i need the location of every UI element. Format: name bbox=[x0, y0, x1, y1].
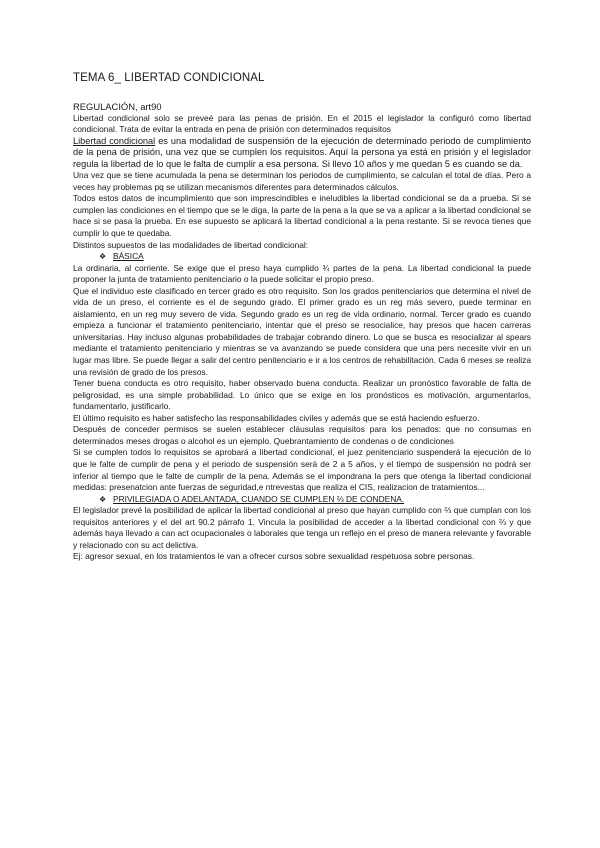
document-title: TEMA 6_ LIBERTAD CONDICIONAL bbox=[73, 72, 265, 84]
paragraph-conducta: Tener buena conducta es otro requisito, haber observado buena conducta. Realizar un pronóstico favorable de falta de peligrosidad, es una simple probabilidad. Lo único que se exige en los pronósticos es motivación, argumentarlos, fundamentarlo, justificarlo. bbox=[73, 378, 531, 412]
bullet-privilegiada bbox=[73, 494, 531, 506]
paragraph-privilegiada: El legislador prevé la posibilidad de aplicar la libertad condicional al preso que hayan cumplido con ⅔ que cumplan con los requisitos anteriores y el del art 90.2 párrafo 1. Vincula la posibilidad de acceder a la libertad condicional con ⅔ y que además haya llevado a can act ocupacionales o laborales que tenga un reflejo en el preso de manera relevante y favorable y relacionado con su act delictiva. bbox=[73, 505, 531, 550]
paragraph-permisos: Después de conceder permisos se suelen establecer cláusulas requisitos para los penados: que no consumas en determinados meses drogas o alcohol es un ejemplo. Quebrantamiento de condenas o de condiciones bbox=[73, 424, 531, 446]
paragraph-modalities: Distintos supuestos de las modalidades de libertad condicional: bbox=[73, 239, 309, 250]
paragraph-ordinaria: La ordinaria, al corriente. Se exige que el preso haya cumplido ¾ partes de la pena. La libertad condicional la puede proponer la junta de tratamiento penitenciario o la puede solicitar el propio preso. bbox=[73, 262, 531, 285]
paragraph-responsabilidades: El último requisito es haber satisfecho las responsabilidades civiles y además que se está haciendo esfuerzo. bbox=[73, 412, 480, 423]
paragraph-suspension: Si se cumplen todos lo requisitos se aprobará a libertad condicional, el juez penitenciario suspenderá la ejecución de lo que le falte de cumplir de pena y el periodo de suspensión será de 2 a 5 años, y el tiempo de suspensión no podrá ser inferior al tiempo que le falte de cumplir de la pena. Además se el impondrana la pers que otenga la libertad condicional medidas: presenatcion ante fuerzas de seguridad,e ntrevestas que realiza el CIS, realizacion de tratamientos... bbox=[73, 447, 531, 493]
bullet-basica-label: BÁSICA bbox=[113, 251, 144, 262]
bullet-privilegiada-label: PRIVILEGIADA O ADELANTADA, CUANDO SE CUMPLEN ⅔ DE CONDENA. bbox=[113, 493, 405, 504]
diamond-bullet-icon: ❖ bbox=[99, 494, 107, 504]
paragraph-ejemplo: Ej: agresor sexual, en los tratamientos le van a ofrecer cursos sobre sexualidad respetuosa sobre personas. bbox=[73, 551, 475, 562]
paragraph-probation: Todos estos datos de incumplimiento que son imprescindibles e ineludibles la libertad condicional se da a prueba. Si se cumplen las condiciones en el tiempo que se le diga, la parte de la pena a la que se va a aplicar a la libertad condicional se hace si se pasa la prueba. En ese supuesto se aplicará la libertad condicional a la pena restante. Si se revoca tienes que cumplir lo que te quedaba. bbox=[73, 193, 531, 239]
paragraph-intro: Libertad condicional solo se preveé para las penas de prisión. En el 2015 el legislador la configuró como libertad condicional. Trata de evitar la entrada en pena de prisión con determinados requisitos bbox=[73, 112, 531, 135]
paragraph-calculation: Una vez que se tiene acumulada la pena se determinan los periodos de cumplimiento, se calculan el total de días. Pero a veces hay problemas pq se utilizan mecanismos diferentes para determinados cálculos. bbox=[73, 170, 531, 192]
section-heading: REGULACIÓN, art90 bbox=[73, 101, 162, 112]
bullet-basica bbox=[73, 251, 531, 263]
document-body bbox=[73, 101, 531, 563]
paragraph-definition bbox=[73, 136, 531, 171]
definition-term: Libertad condicional bbox=[73, 135, 156, 146]
definition-text: es una modalidad de suspensión de la ejecución de determinado periodo de cumplimiento de la pena de prisión, una vez que se cumplen los requisitos. Aquí la persona ya está en prisión y el legislador regula la libertad de lo que le falta de cumplir a esa persona. Si llevo 10 años y me quedan 5 es cuando se da. bbox=[73, 135, 531, 169]
diamond-bullet-icon: ❖ bbox=[99, 252, 107, 262]
paragraph-grados: Que el individuo este clasificado en tercer grado es otro requisito. Son los grados penitenciarios que determina el nivel de vida de un preso, el corriente es el de segundo grado. El primer grado es un reg más severo, puede terminar en aislamiento, en un reg muy severo de vida. Segundo grado es un reg de vida ordinario, normal. Tercer grado es cuando empieza a funcionar el tratamiento penitenciario, intentar que el preso se resocialice, hay presos que hacen carreras universitarias. Hay incluso algunas probabilidades de trabajar cobrando dinero. Lo que se busca es resocializar al spears mediante el tratamiento penitenciario y mientras se va avanzando se puede considera que una pers necesite vivir en un lugar mas libre. Se puede llegar a salir del centro penitenciario e ir a los centros de rehabilitación. Cada 6 meses se realiza una revisión de grado de los presos. bbox=[73, 285, 531, 377]
